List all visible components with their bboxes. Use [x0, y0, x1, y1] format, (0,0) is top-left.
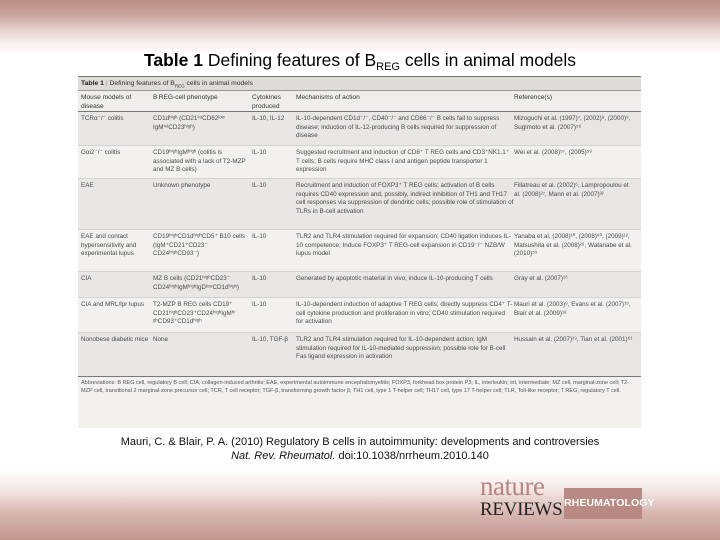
cell-model: EAE — [81, 182, 94, 189]
cell-phenotype: MZ B cells (CD21ʰⁱᵍʰCD23⁻ CD24ʰⁱᵍʰIgMʰⁱᵍʰIgDˡᵒʷCD1dʰⁱᵍʰ) — [153, 275, 239, 291]
cell-refs: Wei et al. (2008)⁵⁷, (2005)⁵⁸ — [514, 149, 592, 156]
header-phenotype: B REG-cell phenotype — [153, 94, 218, 101]
cell-refs: Gray et al. (2007)¹⁶ — [514, 275, 568, 282]
table-row — [78, 333, 641, 376]
cell-model: Nonobese diabetic mice — [81, 336, 149, 343]
cell-model: CIA and MRL/lpr lupus — [81, 301, 144, 308]
header-mechanism: Mechanisms of action — [296, 94, 360, 101]
header-refs: Reference(s) — [514, 94, 553, 101]
caption-text: Defining features of B — [109, 80, 175, 87]
cell-refs: Hussain et al. (2007)²⁹, Tian et al. (2001)⁶¹ — [514, 336, 633, 343]
cell-mechanism: TLR2 and TLR4 stimulation required for expansion; CD40 ligation induces IL-10 competence; Induce FOXP3⁺ T REG-cell expansion in CD19⁻/⁻ NZB/W lupus model — [296, 233, 511, 258]
cell-model: CIA — [81, 275, 92, 282]
citation-journal: Nat. Rev. Rheumatol. — [231, 450, 336, 462]
header-model: Mouse models of disease — [81, 94, 132, 110]
cell-cytokines: IL-10 — [252, 275, 267, 282]
cell-mechanism: TLR2 and TLR4 stimulation required for IL-10-dependent action; IgM stimulation required for IL-10-mediated suppression; possible role for B-cell Fas ligand expression in activation — [296, 336, 506, 361]
cell-mechanism: IL-10-dependent CD1d⁻/⁻, CD40⁻/⁻ and CD86⁻/⁻ B cells fail to suppress disease; induction of IL-12-producing B cells required for suppression of disease — [296, 115, 500, 140]
cell-cytokines: IL-10 — [252, 233, 267, 240]
citation-line1: Mauri, C. & Blair, P. A. (2010) Regulatory B cells in autoimmunity: developments and controversies — [120, 436, 600, 448]
cell-refs: Yanaba et al. (2008)¹⁰, (2008)⁶⁰, (2009)¹², Matsushita et al. (2008)²⁶, Watanabe et al. (2010)⁵⁹ — [514, 233, 632, 258]
caption-sub: REG — [174, 83, 185, 89]
citation-line2 — [0, 449, 720, 463]
cell-cytokines: IL-10 — [252, 149, 267, 156]
table-caption — [78, 76, 641, 90]
cell-cytokines: IL-10 — [252, 182, 267, 189]
cell-model: EAE and contact hypersensitivity and experimental lupus — [81, 233, 137, 258]
citation — [0, 435, 720, 463]
table-row — [78, 298, 641, 333]
cell-model: Gαi2⁻/⁻ colitis — [81, 149, 121, 156]
cell-phenotype: CD1dʰⁱᵍʰ (CD21ⁱⁿᵗCD62ˡᵒʷ IgMⁱⁿᵗCD23ʰⁱᵍʰ) — [153, 115, 225, 131]
cell-phenotype: Unknown phenotype — [153, 182, 211, 189]
cell-mechanism: Suggested recruitment and induction of CD8⁺ T REG cells and CD3⁺NK1.1⁺ T cells; B cells require MHC class I and antigen peptide transporter 1 expression — [296, 149, 510, 174]
cell-phenotype: None — [153, 336, 169, 343]
table-row — [78, 112, 641, 146]
table-row — [78, 179, 641, 230]
cell-mechanism: IL-10-dependent induction of adaptive T REG cells; directly suppress CD4⁺ T-cell cytokine production and proliferation in vitro; CD40 stimulation required for activation — [296, 301, 513, 326]
cell-phenotype: T2-MZP B REG cells CD19⁺ CD21ʰⁱᵍʰCD23⁺CD24ʰⁱᵍʰIgMʰⁱ ᵍʰCD93⁺CD1dʰⁱᵍʰ — [153, 301, 236, 326]
cell-mechanism: Recruitment and induction of FOXP3⁺ T REG cells; activation of B cells requires CD40 expression and, possibly, indirect inhibition of TH1 and TH17 cell responses via suppression of dendritic cells; possible role of stimulation of TLRs in B-cell activation — [296, 182, 514, 216]
cell-cytokines: IL-10, TGF-β — [252, 336, 289, 343]
table-figure — [78, 76, 641, 428]
cell-phenotype: CD19ʰⁱᵍʰIgMʰⁱᵍʰ (colitis is associated with a lack of T2-MZP and MZ B cells) — [153, 149, 246, 174]
cell-refs: Fillatreau et al. (2002)⁶, Lampropoulou et al. (2008)²⁷, Mann et al. (2007)³² — [514, 182, 629, 198]
cell-cytokines: IL-10, IL-12 — [252, 115, 285, 122]
slide-title — [0, 50, 720, 73]
title-main: Defining features of B — [202, 50, 377, 70]
cell-mechanism: Generated by apoptotic material in vivo; induce IL-10-producing T cells — [296, 275, 493, 282]
journal-logo — [480, 471, 655, 520]
cell-cytokines: IL-10 — [252, 301, 267, 308]
cell-refs: Mizoguchi et al. (1997)⁷, (2002)⁸, (2000)⁹, Sugimoto et al. (2007)⁵⁶ — [514, 115, 631, 131]
table-row — [78, 230, 641, 272]
table-header — [78, 90, 641, 112]
table-row — [78, 146, 641, 179]
title-bold: Table 1 — [143, 50, 203, 70]
logo-nature: nature — [480, 471, 545, 501]
cell-phenotype: CD19ʰⁱᵍʰCD1dʰⁱᵍʰCD5⁺ B10 cells (IgM⁺CD21⁺CD23⁻ CD24ʰⁱᵍʰCD93⁻) — [153, 233, 246, 258]
table-abbreviations: Abbreviations: B REG cell, regulatory B cell; CIA, collagen-induced arthritis; EAE, experimental autoimmune encephalomyelitis; FOXP3, forkhead box protein P3; IL, interleukin; int, intermediate; MZ cell, marginal-zone cell; T2-MZP cell, transitional 2 marginal-zone precursor cell; TCR, T cell receptor; TGF-β, transforming growth factor β; TH1 cell, type 1 T-helper cell; TH17 cell, type 17 T-helper cell; TLR, Toll-like receptor; T REG, regulatory T cell. — [78, 376, 641, 398]
cell-refs: Mauri et al. (2003)⁸, Evans et al. (2007)¹⁵, Blair et al. (2009)¹⁸ — [514, 301, 631, 317]
citation-doi: doi:10.1038/nrrheum.2010.140 — [335, 450, 489, 462]
caption-end: cells in animal models — [184, 80, 253, 87]
title-sub: REG — [376, 61, 400, 73]
caption-label: Table 1 — [81, 80, 104, 87]
logo-reviews: REVIEWS — [480, 499, 563, 520]
cell-model: TCRα⁻/⁻ colitis — [81, 115, 124, 122]
logo-rheumatology-band: RHEUMATOLOGY — [564, 488, 642, 519]
header-cytokines: Cytokines produced — [252, 94, 281, 110]
title-end: cells in animal models — [399, 50, 577, 70]
caption-separator: | — [103, 80, 110, 87]
table-row — [78, 272, 641, 298]
